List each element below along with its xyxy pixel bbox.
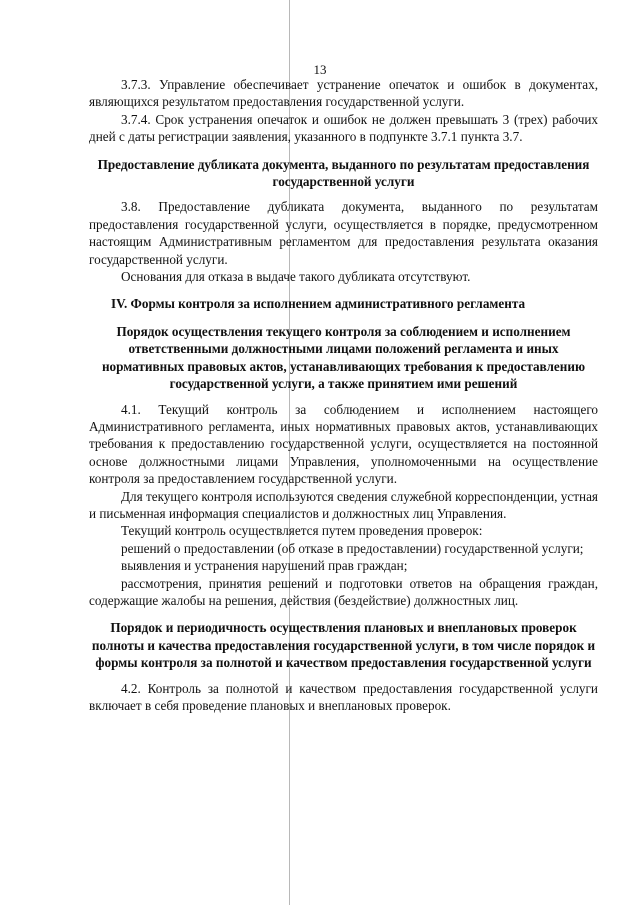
heading-periodic-checks: Порядок и периодичность осуществления плановых и внеплановых проверок полноты и качества предоставления государственной услуги, в том числе порядок и формы контроля за полнотой и качеством предоставления государственной услуги — [91, 620, 596, 671]
heading-current-control: Порядок осуществления текущего контроля за соблюдением и исполнением ответственными должностными лицами положений регламента и иных нормативных правовых актов, устанавливающих требования к предоставлению государственной услуги, а также принятием ими решений — [101, 323, 586, 392]
list-item-check-decisions: решений о предоставлении (об отказе в предоставлении) государственной услуги; — [121, 540, 584, 556]
paragraph-control-sources: Для текущего контроля используются сведения служебной корреспонденции, устная и письменная информация специалистов и должностных лиц Управления. — [89, 488, 598, 521]
page-number: 13 — [313, 62, 327, 77]
paragraph-4-1: 4.1. Текущий контроль за соблюдением и исполнением настоящего Административного регламента, иных нормативных правовых актов, устанавливающих требования к предоставлению государственной услуги, осуществляется на постоянной основе должностными лицами Управления, уполномоченными на осуществление контроля за предоставлением государственной услуги. — [89, 401, 598, 487]
page-content — [89, 76, 598, 714]
paragraph-refusal: Основания для отказа в выдаче такого дубликата отсутствуют. — [121, 269, 471, 285]
list-item-check-violations: выявления и устранения нарушений прав граждан; — [121, 558, 408, 574]
paragraph-checks-intro: Текущий контроль осуществляется путем проведения проверок: — [121, 523, 483, 539]
section-iv-heading: IV. Формы контроля за исполнением административного регламента — [111, 296, 526, 312]
paragraph-4-2: 4.2. Контроль за полнотой и качеством предоставления государственной услуги включает в себя проведение плановых и внеплановых проверок. — [89, 680, 598, 713]
paragraph-3-7-4: 3.7.4. Срок устранения опечаток и ошибок не должен превышать 3 (трех) рабочих дней с даты регистрации заявления, указанного в подпункте 3.7.1 пункта 3.7. — [89, 111, 598, 145]
paragraph-3-8: 3.8. Предоставление дубликата документа, выданного по результатам предоставления государственной услуги, осуществляется в порядке, предусмотренном настоящим Административным регламентом для предоставления результата оказания государственной услуги. — [89, 199, 598, 267]
paragraph-3-7-3: 3.7.3. Управление обеспечивает устранение опечаток и ошибок в документах, являющихся результатом предоставления государственной услуги. — [89, 77, 598, 110]
heading-duplicate: Предоставление дубликата документа, выданного по результатам предоставления государственной услуги — [97, 156, 590, 190]
list-item-check-complaints: рассмотрения, принятия решений и подготовки ответов на обращения граждан, содержащие жалобы на решения, действия (бездействие) должностных лиц. — [89, 575, 598, 608]
